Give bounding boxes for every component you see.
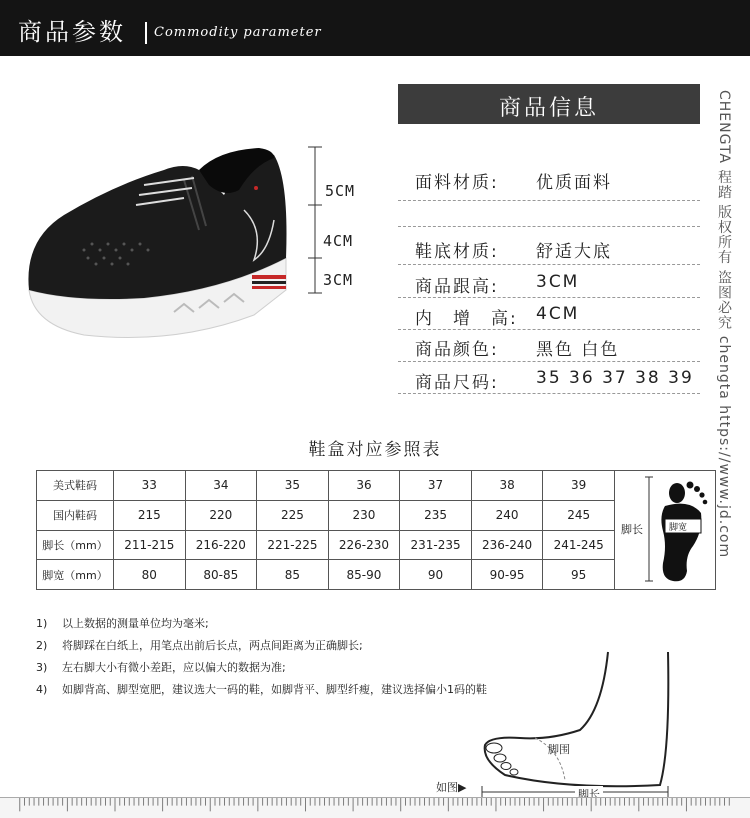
table-cell: 241-245 bbox=[543, 530, 615, 560]
table-row bbox=[37, 471, 716, 501]
row-header: 美式鞋码 bbox=[37, 471, 114, 501]
divider bbox=[398, 297, 700, 298]
table-row bbox=[37, 530, 716, 560]
table-cell: 37 bbox=[400, 471, 472, 501]
table-cell: 231-235 bbox=[400, 530, 472, 560]
table-cell: 80 bbox=[114, 560, 186, 590]
table-cell: 35 bbox=[257, 471, 329, 501]
table-row bbox=[37, 560, 716, 590]
note-item bbox=[36, 615, 487, 637]
info-key: 商品尺码: bbox=[415, 373, 499, 393]
table-row bbox=[37, 500, 716, 530]
note-item bbox=[36, 637, 487, 659]
info-value: 舒适大底 bbox=[536, 242, 612, 262]
info-value: 黑色 白色 bbox=[536, 340, 620, 360]
info-title: 商品信息 bbox=[498, 96, 599, 121]
table-cell: 216-220 bbox=[185, 530, 257, 560]
header-title-cn: 商品参数 bbox=[18, 18, 126, 46]
divider bbox=[398, 393, 700, 394]
size-table bbox=[36, 470, 716, 590]
divider bbox=[398, 200, 700, 201]
table-cell: 215 bbox=[114, 500, 186, 530]
length-label: 脚长 bbox=[575, 786, 603, 802]
header-title-en: Commodity parameter bbox=[154, 25, 322, 40]
note-item bbox=[36, 681, 487, 703]
divider bbox=[398, 264, 700, 265]
table-cell: 240 bbox=[471, 500, 543, 530]
note-number: 1) bbox=[36, 617, 48, 630]
table-cell: 230 bbox=[328, 500, 400, 530]
table-cell: 235 bbox=[400, 500, 472, 530]
note-number: 2) bbox=[36, 639, 48, 652]
foot-width-label: 脚宽 bbox=[669, 523, 688, 533]
table-cell: 90 bbox=[400, 560, 472, 590]
info-key: 鞋底材质: bbox=[415, 242, 499, 262]
row-header: 脚长（mm） bbox=[37, 530, 114, 560]
table-cell: 85-90 bbox=[328, 560, 400, 590]
table-cell: 80-85 bbox=[185, 560, 257, 590]
measurement-notes bbox=[36, 615, 487, 703]
info-key: 商品跟高: bbox=[415, 277, 499, 297]
info-value: 优质面料 bbox=[536, 173, 612, 193]
table-cell: 85 bbox=[257, 560, 329, 590]
info-value: 35 36 37 38 39 bbox=[536, 368, 694, 388]
table-cell: 245 bbox=[543, 500, 615, 530]
info-title-bar bbox=[398, 84, 700, 124]
table-cell: 90-95 bbox=[471, 560, 543, 590]
footprint-icon bbox=[615, 471, 715, 586]
measure-4cm: 4CM bbox=[323, 232, 354, 250]
table-cell: 221-225 bbox=[257, 530, 329, 560]
row-header: 脚宽（mm） bbox=[37, 560, 114, 590]
note-text: 将脚踩在白纸上，用笔点出前后长点，两点间距离为正确脚长; bbox=[62, 639, 363, 652]
note-number: 3) bbox=[36, 661, 48, 674]
divider bbox=[398, 329, 700, 330]
section-header bbox=[0, 0, 750, 56]
header-divider bbox=[145, 22, 147, 44]
table-cell: 211-215 bbox=[114, 530, 186, 560]
foot-side-diagram bbox=[430, 650, 690, 800]
table-cell: 226-230 bbox=[328, 530, 400, 560]
see-diagram-label: 如图▶ bbox=[436, 781, 467, 794]
divider bbox=[398, 226, 700, 227]
table-cell: 220 bbox=[185, 500, 257, 530]
note-text: 如脚背高、脚型宽肥，建议选大一码的鞋，如脚背平、脚型纤瘦，建议选择偏小1码的鞋 bbox=[62, 683, 487, 696]
table-cell: 34 bbox=[185, 471, 257, 501]
note-item bbox=[36, 659, 487, 681]
table-cell: 38 bbox=[471, 471, 543, 501]
table-cell: 36 bbox=[328, 471, 400, 501]
row-header: 国内鞋码 bbox=[37, 500, 114, 530]
ruler bbox=[0, 797, 750, 818]
table-cell: 39 bbox=[543, 471, 615, 501]
measure-5cm: 5CM bbox=[325, 182, 356, 200]
girth-label: 脚围 bbox=[548, 743, 570, 756]
note-text: 以上数据的测量单位均为毫米; bbox=[62, 617, 209, 630]
table-cell: 33 bbox=[114, 471, 186, 501]
info-key: 商品颜色: bbox=[415, 340, 499, 360]
info-key: 内 增 高: bbox=[415, 309, 518, 329]
foot-print-cell bbox=[615, 471, 716, 590]
divider bbox=[398, 361, 700, 362]
size-table-title: 鞋盒对应参照表 bbox=[308, 440, 442, 460]
note-number: 4) bbox=[36, 683, 48, 696]
watermark-text: CHENGTA 程踏 版权所有 盗图必究 chengta https://www.jd.com bbox=[716, 90, 732, 559]
info-value: 4CM bbox=[536, 304, 580, 324]
info-value: 3CM bbox=[536, 272, 580, 292]
table-cell: 95 bbox=[543, 560, 615, 590]
shoe-image bbox=[24, 140, 299, 350]
note-text: 左右脚大小有微小差距，应以偏大的数据为准; bbox=[62, 661, 286, 674]
info-key: 面料材质: bbox=[415, 173, 499, 193]
table-cell: 236-240 bbox=[471, 530, 543, 560]
measure-3cm: 3CM bbox=[323, 271, 354, 289]
table-cell: 225 bbox=[257, 500, 329, 530]
foot-length-label: 脚长 bbox=[621, 523, 643, 536]
